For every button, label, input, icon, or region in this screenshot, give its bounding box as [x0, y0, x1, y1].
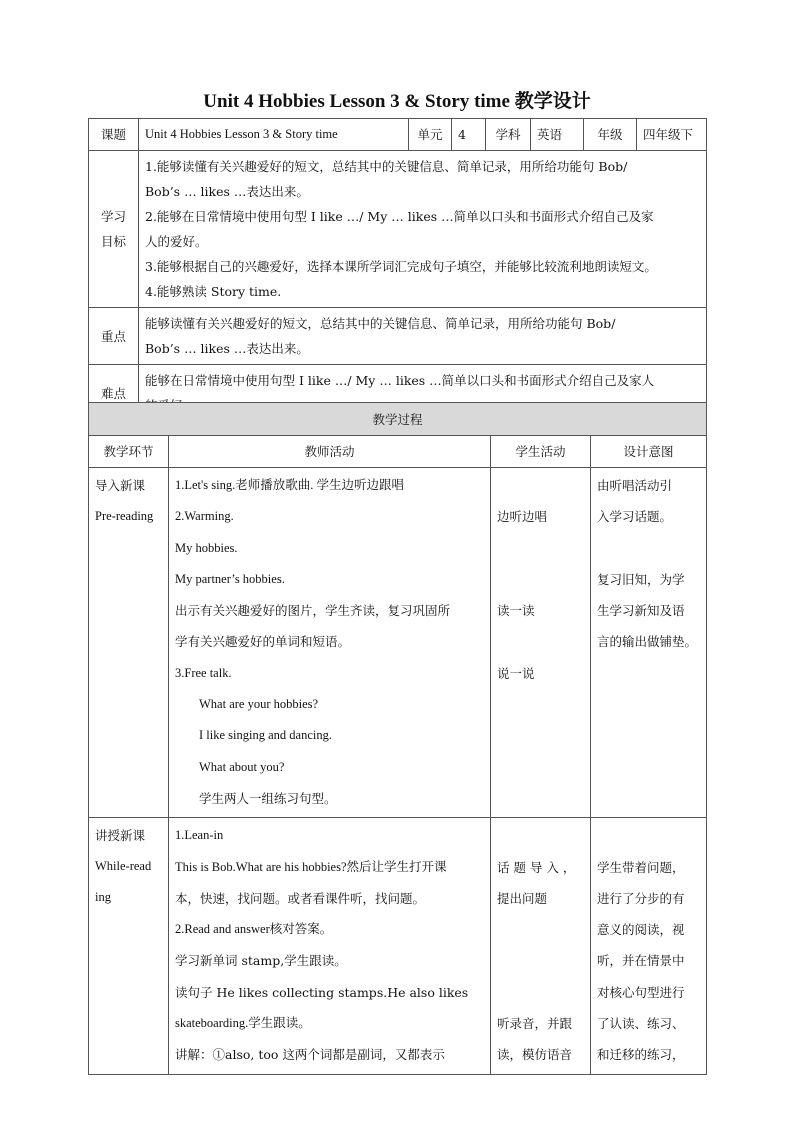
while-reading-intent	[591, 818, 707, 1074]
teacher-line: 学习新单词 stamp,学生跟读。	[175, 953, 347, 969]
topic-value: Unit 4 Hobbies Lesson 3 & Story time	[139, 119, 409, 151]
goal-line: 3.能够根据自己的兴趣爱好，选择本课所学词汇完成句子填空，并能够比较流利地朗读短文。	[145, 259, 657, 274]
intent-line: 学生带着问题，	[597, 859, 685, 875]
teacher-line: 2.Warming.	[175, 509, 234, 524]
stage-label-en: While-read	[95, 859, 152, 874]
difficulties-label: 难点	[89, 365, 139, 422]
difficulty-line: 能够在日常情境中使用句型 I like …/ My … likes …简单以口头和书面形式介绍自己及家人	[145, 373, 655, 388]
teacher-line: 本，快速，找问题。或者看课件听，找问题。	[175, 890, 426, 906]
student-line: 提出问题	[497, 890, 548, 906]
teacher-line: 学有关兴趣爱好的单词和短语。	[175, 634, 351, 650]
while-reading-stage	[89, 818, 169, 1074]
pre-reading-student	[491, 468, 591, 818]
goals-content	[139, 151, 707, 308]
unit-value: 4	[452, 119, 486, 151]
process-table	[88, 402, 707, 1075]
stage-label-en: Pre-reading	[95, 509, 154, 523]
pre-reading-stage	[89, 468, 169, 818]
student-line: 听录音，并跟	[497, 1016, 573, 1032]
goals-label-1: 学习	[100, 209, 126, 224]
goals-label	[89, 151, 139, 308]
intent-line: 由听唱活动引	[597, 478, 673, 493]
student-line: 读一读	[497, 603, 535, 619]
student-line: 边听边唱	[497, 509, 548, 525]
col-teacher: 教师活动	[169, 436, 491, 468]
student-line: 话 题 导 入 ，	[497, 859, 576, 875]
col-stage: 教学环节	[89, 436, 169, 468]
teacher-line: This is Bob.What are his hobbies?然后让学生打开课	[175, 859, 447, 874]
while-reading-student	[491, 818, 591, 1074]
intent-line: 进行了分步的有	[597, 890, 685, 906]
key-points-content	[139, 308, 707, 365]
teacher-line: 2.Read and answer核对答案。	[175, 922, 333, 937]
col-student: 学生活动	[491, 436, 591, 468]
teacher-line: 1.Lean-in	[175, 828, 224, 843]
grade-label: 年级	[584, 119, 637, 151]
key-point-line: 能够读懂有关兴趣爱好的短文，总结其中的关键信息、简单记录，用所给功能句 Bob/	[145, 316, 616, 331]
teacher-line: skateboarding.学生跟读。	[175, 1016, 311, 1031]
teacher-line: 3.Free talk.	[175, 665, 232, 680]
goal-line: 2.能够在日常情境中使用句型 I like …/ My … likes …简单以口头和书面形式介绍自己及家	[145, 209, 654, 224]
student-line: 读，模仿语音	[497, 1047, 573, 1063]
goal-line: Bob’s … likes …表达出来。	[145, 184, 309, 199]
teacher-line: 出示有关兴趣爱好的图片，学生齐读，复习巩固所	[175, 603, 451, 619]
intent-line: 言的输出做铺垫。	[597, 634, 698, 650]
teacher-line: What about you?	[199, 759, 285, 774]
intent-line: 入学习话题。	[597, 509, 673, 525]
intent-line: 和迁移的练习，	[597, 1047, 685, 1063]
info-table	[88, 118, 707, 422]
pre-reading-intent	[591, 468, 707, 818]
intent-line: 听，并在情景中	[597, 953, 685, 969]
intent-line: 意义的阅读，视	[597, 922, 685, 938]
topic-label: 课题	[89, 119, 139, 151]
intent-line: 复习旧知，为学	[597, 571, 685, 587]
teacher-line: 1.Let's sing.老师播放歌曲. 学生边听边跟唱	[175, 478, 404, 492]
intent-line: 生学习新知及语	[597, 603, 685, 619]
pre-reading-teacher	[169, 468, 491, 818]
stage-label: 导入新课	[95, 478, 146, 493]
stage-label: 讲授新课	[95, 828, 146, 844]
teacher-line: 讲解：①also, too 这两个词都是副词，又都表示	[175, 1047, 445, 1063]
col-intent: 设计意图	[591, 436, 707, 468]
teacher-line: 学生两人一组练习句型。	[199, 790, 337, 806]
teacher-line: I like singing and dancing.	[199, 728, 332, 743]
subject-value: 英语	[531, 119, 584, 151]
unit-label: 单元	[409, 119, 452, 151]
stage-label-en: ing	[95, 890, 111, 905]
document-title: Unit 4 Hobbies Lesson 3 & Story time 教学设计	[203, 91, 591, 112]
intent-line: 对核心句型进行	[597, 984, 685, 1000]
goal-line: 4.能够熟读 Story time.	[145, 284, 282, 299]
grade-value: 四年级下	[637, 119, 707, 151]
teacher-line: What are your hobbies?	[199, 697, 319, 712]
intent-line: 了认读、练习、	[597, 1016, 685, 1032]
teacher-line: 读句子 He likes collecting stamps.He also likes	[175, 984, 469, 1000]
goal-line: 1.能够读懂有关兴趣爱好的短文，总结其中的关键信息、简单记录，用所给功能句 Bob/	[145, 159, 628, 174]
goals-label-2: 目标	[100, 234, 126, 249]
teacher-line: My partner’s hobbies.	[175, 571, 285, 586]
goal-line: 人的爱好。	[145, 234, 208, 249]
key-point-line: Bob’s … likes …表达出来。	[145, 341, 309, 356]
subject-label: 学科	[486, 119, 531, 151]
key-points-label: 重点	[89, 308, 139, 365]
while-reading-teacher	[169, 818, 491, 1074]
student-line: 说一说	[497, 665, 535, 681]
process-header: 教学过程	[89, 403, 707, 436]
teacher-line: My hobbies.	[175, 540, 238, 555]
